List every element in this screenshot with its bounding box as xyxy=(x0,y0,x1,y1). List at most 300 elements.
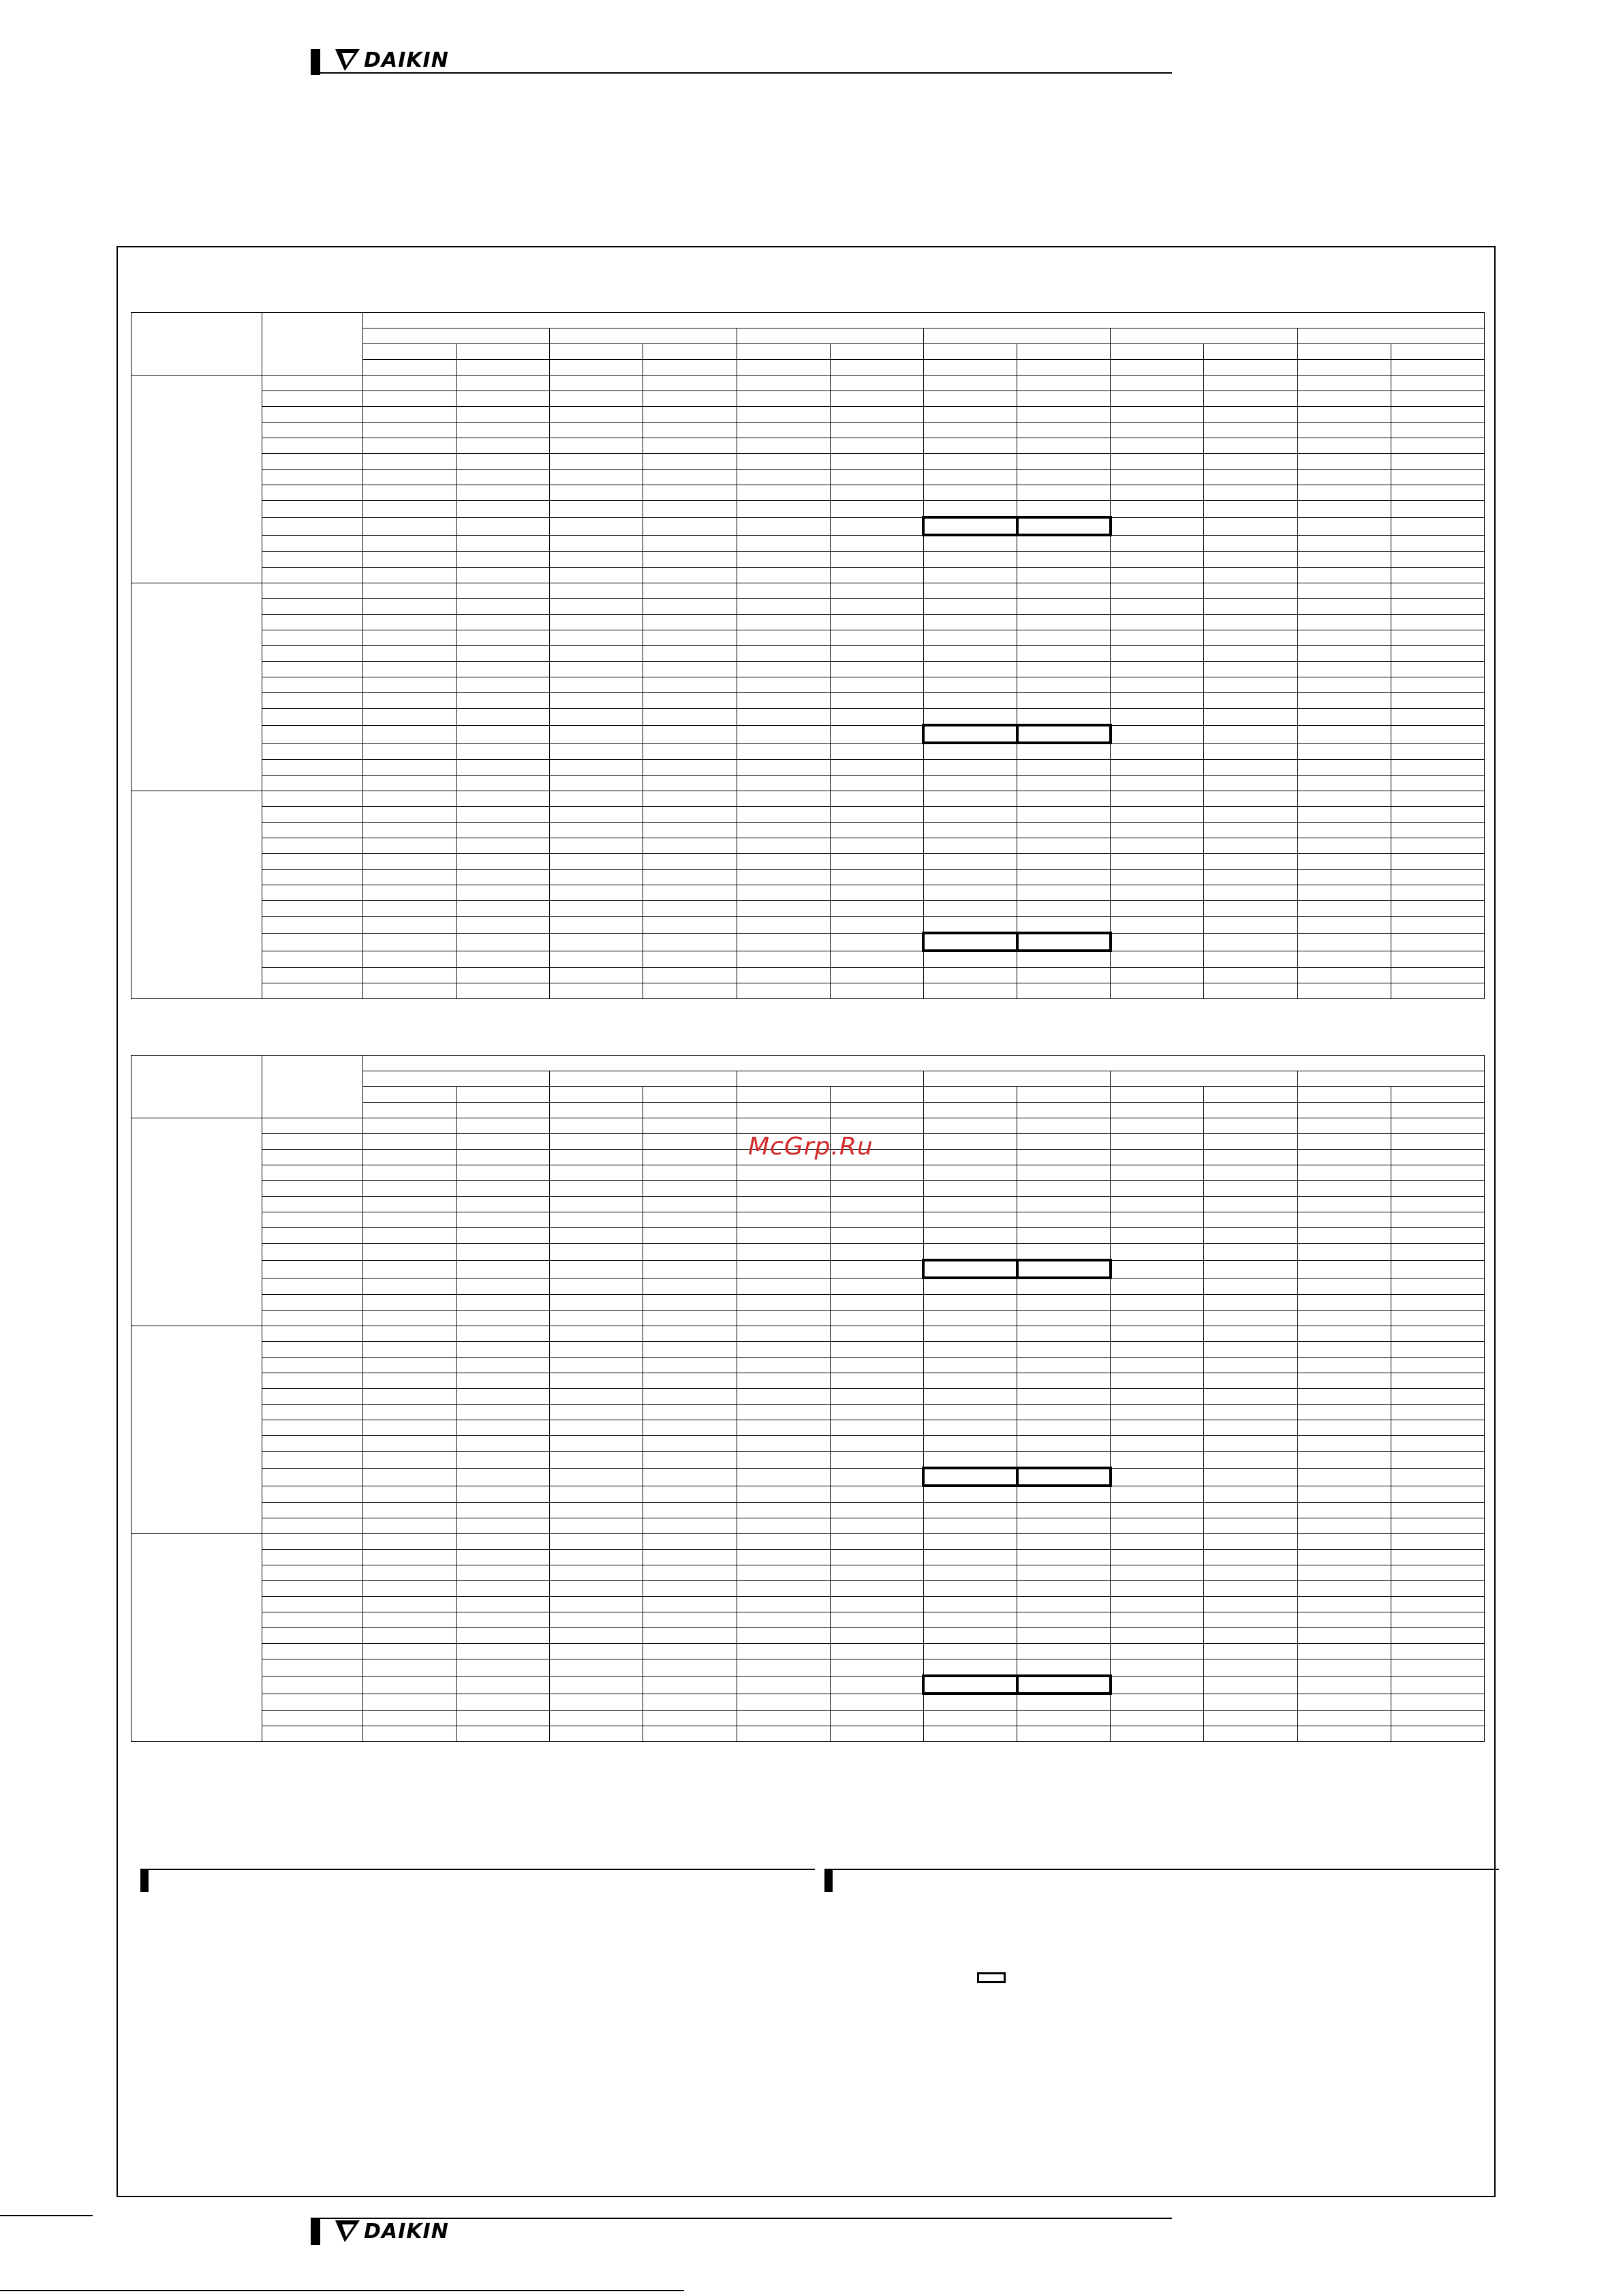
data-cell xyxy=(737,933,830,951)
data-cell xyxy=(923,1420,1017,1436)
data-cell xyxy=(1204,535,1297,552)
data-cell xyxy=(363,1326,457,1342)
data-cell xyxy=(550,552,643,568)
data-cell xyxy=(1111,885,1204,901)
data-cell xyxy=(923,1644,1017,1659)
table-row xyxy=(132,1597,1485,1612)
header-col-cell xyxy=(643,1087,737,1103)
data-cell xyxy=(363,1405,457,1420)
table-row xyxy=(132,1694,1485,1711)
data-cell xyxy=(923,1452,1017,1469)
data-cell xyxy=(1017,901,1111,917)
data-cell xyxy=(457,1565,550,1581)
header-col-cell xyxy=(1297,1087,1391,1103)
data-cell xyxy=(1297,1311,1391,1326)
table-row xyxy=(132,1228,1485,1244)
data-cell xyxy=(550,807,643,823)
data-cell xyxy=(1017,983,1111,999)
data-cell xyxy=(643,1260,737,1278)
data-cell xyxy=(830,776,923,791)
row-label-cell xyxy=(262,1711,363,1726)
data-cell xyxy=(1297,677,1391,693)
data-cell xyxy=(1204,1581,1297,1597)
table-row xyxy=(132,776,1485,791)
data-cell xyxy=(737,376,830,391)
data-cell xyxy=(1297,423,1391,438)
data-cell xyxy=(1111,1118,1204,1134)
data-cell xyxy=(1204,1326,1297,1342)
data-cell xyxy=(1297,630,1391,646)
data-cell xyxy=(737,776,830,791)
data-cell xyxy=(363,599,457,615)
data-cell xyxy=(457,870,550,885)
data-cell xyxy=(1391,760,1484,776)
row-label-cell xyxy=(262,968,363,983)
data-cell xyxy=(830,1711,923,1726)
data-cell xyxy=(737,1278,830,1295)
data-cell xyxy=(550,599,643,615)
table-row xyxy=(132,1181,1485,1197)
data-cell xyxy=(363,1358,457,1373)
data-cell xyxy=(643,1405,737,1420)
data-cell xyxy=(1297,1278,1391,1295)
data-cell xyxy=(363,885,457,901)
row-label-cell xyxy=(262,535,363,552)
data-cell xyxy=(1017,1165,1111,1181)
data-cell xyxy=(923,1518,1017,1534)
data-cell xyxy=(457,1420,550,1436)
data-cell xyxy=(1391,933,1484,951)
data-cell xyxy=(1017,725,1111,743)
data-cell xyxy=(363,1197,457,1212)
table-row xyxy=(132,1436,1485,1452)
data-cell xyxy=(830,1342,923,1358)
data-cell xyxy=(1391,1726,1484,1742)
data-cell xyxy=(1017,1628,1111,1644)
data-cell xyxy=(363,376,457,391)
header-col-cell xyxy=(923,1103,1017,1118)
header-col-cell xyxy=(1204,344,1297,360)
data-cell xyxy=(457,1278,550,1295)
table-row xyxy=(132,1165,1485,1181)
data-cell xyxy=(830,1726,923,1742)
data-cell xyxy=(1391,1486,1484,1503)
left-section-bar xyxy=(140,1870,149,1892)
data-cell xyxy=(923,1260,1017,1278)
table-row xyxy=(132,438,1485,454)
data-cell xyxy=(923,1118,1017,1134)
data-cell xyxy=(1017,423,1111,438)
data-cell xyxy=(830,1358,923,1373)
data-cell xyxy=(830,693,923,709)
watermark: McGrp.Ru xyxy=(748,1133,874,1161)
data-cell xyxy=(1204,1150,1297,1165)
data-cell xyxy=(1017,1711,1111,1726)
table-row xyxy=(132,1118,1485,1134)
data-cell xyxy=(363,743,457,760)
data-cell xyxy=(457,838,550,854)
data-cell xyxy=(363,1468,457,1486)
row-label-cell xyxy=(262,1452,363,1469)
data-cell xyxy=(923,1436,1017,1452)
data-cell xyxy=(643,630,737,646)
data-cell xyxy=(1017,1597,1111,1612)
data-cell xyxy=(1204,646,1297,662)
row-label-cell xyxy=(262,1295,363,1311)
data-cell xyxy=(1391,1436,1484,1452)
data-cell xyxy=(643,1711,737,1726)
data-cell xyxy=(830,743,923,760)
table-row xyxy=(132,1503,1485,1518)
data-cell xyxy=(1297,1452,1391,1469)
data-cell xyxy=(550,901,643,917)
data-cell xyxy=(363,1228,457,1244)
row-label-cell xyxy=(262,517,363,535)
data-cell xyxy=(1204,693,1297,709)
table-row xyxy=(132,1342,1485,1358)
group-label-cell xyxy=(132,583,262,791)
data-cell xyxy=(1204,885,1297,901)
data-cell xyxy=(1297,1711,1391,1726)
data-cell xyxy=(643,376,737,391)
header-group-cell xyxy=(550,328,737,344)
data-cell xyxy=(830,917,923,934)
data-cell xyxy=(1204,470,1297,485)
data-cell xyxy=(1297,1518,1391,1534)
data-cell xyxy=(923,454,1017,470)
row-label-cell xyxy=(262,1326,363,1342)
data-cell xyxy=(457,1295,550,1311)
data-cell xyxy=(1391,1534,1484,1550)
data-cell xyxy=(363,535,457,552)
row-label-cell xyxy=(262,823,363,838)
data-cell xyxy=(1391,568,1484,583)
data-cell xyxy=(737,1468,830,1486)
data-cell xyxy=(643,1244,737,1261)
data-cell xyxy=(550,1181,643,1197)
data-cell xyxy=(830,1644,923,1659)
data-cell xyxy=(1297,1150,1391,1165)
data-cell xyxy=(923,1612,1017,1628)
row-label-cell xyxy=(262,885,363,901)
data-cell xyxy=(830,1244,923,1261)
data-cell xyxy=(1017,1486,1111,1503)
data-cell xyxy=(363,583,457,599)
data-cell xyxy=(1297,1228,1391,1244)
data-cell xyxy=(1017,1389,1111,1405)
data-cell xyxy=(550,1118,643,1134)
data-cell xyxy=(1391,917,1484,934)
header-col-cell xyxy=(1297,344,1391,360)
header-col-cell xyxy=(363,360,457,376)
data-cell xyxy=(1111,1405,1204,1420)
data-cell xyxy=(737,1436,830,1452)
data-cell xyxy=(363,1550,457,1565)
data-cell xyxy=(1111,933,1204,951)
data-cell xyxy=(457,1181,550,1197)
data-cell xyxy=(457,407,550,423)
data-cell xyxy=(1017,470,1111,485)
data-cell xyxy=(830,1326,923,1342)
header-col-cell xyxy=(1391,1103,1484,1118)
data-cell xyxy=(830,1694,923,1711)
data-cell xyxy=(737,1295,830,1311)
table-row xyxy=(132,1486,1485,1503)
table-row xyxy=(132,1612,1485,1628)
data-cell xyxy=(457,662,550,677)
group-label-cell xyxy=(132,1326,262,1534)
data-cell xyxy=(550,709,643,726)
data-cell xyxy=(1017,951,1111,968)
data-cell xyxy=(1297,501,1391,518)
table-row xyxy=(132,1628,1485,1644)
data-cell xyxy=(457,1326,550,1342)
data-cell xyxy=(1204,1118,1297,1134)
data-cell xyxy=(737,470,830,485)
data-cell xyxy=(1391,1311,1484,1326)
data-cell xyxy=(1297,485,1391,501)
data-cell xyxy=(737,1405,830,1420)
data-cell xyxy=(457,485,550,501)
data-cell xyxy=(1204,677,1297,693)
data-cell xyxy=(1204,1420,1297,1436)
table-row xyxy=(132,1452,1485,1469)
row-label-cell xyxy=(262,662,363,677)
data-cell xyxy=(550,1260,643,1278)
data-cell xyxy=(1111,1597,1204,1612)
data-cell xyxy=(1391,1389,1484,1405)
data-cell xyxy=(923,951,1017,968)
data-cell xyxy=(1204,709,1297,726)
data-cell xyxy=(830,1405,923,1420)
data-cell xyxy=(1204,1676,1297,1694)
data-cell xyxy=(457,1659,550,1677)
row-label-cell xyxy=(262,1342,363,1358)
data-cell xyxy=(643,1581,737,1597)
data-cell xyxy=(1204,1726,1297,1742)
data-cell xyxy=(923,1311,1017,1326)
data-cell xyxy=(830,662,923,677)
data-cell xyxy=(1297,1118,1391,1134)
data-cell xyxy=(1017,485,1111,501)
data-cell xyxy=(923,1181,1017,1197)
data-cell xyxy=(1391,1612,1484,1628)
header-daikin-logo xyxy=(334,46,449,74)
row-label-cell xyxy=(262,470,363,485)
data-cell xyxy=(830,807,923,823)
header-col-cell xyxy=(830,1103,923,1118)
table-row xyxy=(132,407,1485,423)
data-cell xyxy=(643,1150,737,1165)
table-row xyxy=(132,1676,1485,1694)
data-cell xyxy=(363,760,457,776)
data-cell xyxy=(830,1659,923,1677)
row-label-cell xyxy=(262,1228,363,1244)
header-brand-text: DAIKIN xyxy=(364,48,449,72)
data-cell xyxy=(457,1197,550,1212)
data-cell xyxy=(643,1644,737,1659)
data-cell xyxy=(643,1326,737,1342)
data-cell xyxy=(923,677,1017,693)
row-label-cell xyxy=(262,1534,363,1550)
data-cell xyxy=(1204,407,1297,423)
data-cell xyxy=(737,1694,830,1711)
data-cell xyxy=(1204,517,1297,535)
data-cell xyxy=(643,1212,737,1228)
data-cell xyxy=(363,485,457,501)
data-cell xyxy=(1297,854,1391,870)
data-cell xyxy=(923,1486,1017,1503)
table-row xyxy=(132,1295,1485,1311)
data-cell xyxy=(737,854,830,870)
data-cell xyxy=(550,568,643,583)
data-cell xyxy=(1017,1278,1111,1295)
data-cell xyxy=(643,1612,737,1628)
row-label-cell xyxy=(262,1150,363,1165)
data-cell xyxy=(1391,1405,1484,1420)
data-cell xyxy=(457,552,550,568)
data-cell xyxy=(363,646,457,662)
data-cell xyxy=(923,885,1017,901)
data-cell xyxy=(923,1694,1017,1711)
data-cell xyxy=(737,725,830,743)
data-cell xyxy=(643,791,737,807)
data-cell xyxy=(643,1518,737,1534)
data-cell xyxy=(1204,1295,1297,1311)
data-cell xyxy=(643,983,737,999)
row-label-cell xyxy=(262,1181,363,1197)
data-cell xyxy=(1204,933,1297,951)
data-cell xyxy=(923,501,1017,518)
table-row xyxy=(132,376,1485,391)
data-cell xyxy=(1391,1278,1484,1295)
data-cell xyxy=(737,1389,830,1405)
data-cell xyxy=(1111,901,1204,917)
row-label-cell xyxy=(262,1389,363,1405)
right-section-rule xyxy=(824,1869,1499,1870)
data-cell xyxy=(1204,1565,1297,1581)
table-row xyxy=(132,1260,1485,1278)
data-cell xyxy=(1111,630,1204,646)
data-cell xyxy=(550,885,643,901)
footer-rule xyxy=(311,2218,1172,2219)
data-cell xyxy=(830,933,923,951)
data-cell xyxy=(643,1676,737,1694)
data-cell xyxy=(737,535,830,552)
data-cell xyxy=(1017,1581,1111,1597)
data-cell xyxy=(923,870,1017,885)
row-label-cell xyxy=(262,630,363,646)
data-cell xyxy=(1204,583,1297,599)
header-span-cell xyxy=(363,313,1485,328)
data-cell xyxy=(830,1452,923,1469)
data-cell xyxy=(1204,1486,1297,1503)
data-cell xyxy=(643,901,737,917)
data-cell xyxy=(1297,1405,1391,1420)
header-corner-cell xyxy=(132,313,262,376)
data-cell xyxy=(550,1597,643,1612)
data-cell xyxy=(550,917,643,934)
data-cell xyxy=(550,1436,643,1452)
data-cell xyxy=(1017,376,1111,391)
data-cell xyxy=(1204,917,1297,934)
data-cell xyxy=(1111,535,1204,552)
header-col-cell xyxy=(737,1103,830,1118)
data-cell xyxy=(643,776,737,791)
data-cell xyxy=(1111,438,1204,454)
data-cell xyxy=(923,1197,1017,1212)
data-cell xyxy=(1391,791,1484,807)
header-col-cell xyxy=(1391,1087,1484,1103)
data-cell xyxy=(1391,1694,1484,1711)
data-cell xyxy=(1297,1565,1391,1581)
data-cell xyxy=(830,951,923,968)
data-cell xyxy=(363,823,457,838)
data-cell xyxy=(1391,1597,1484,1612)
header-group-cell xyxy=(1297,328,1484,344)
data-cell xyxy=(363,1181,457,1197)
data-cell xyxy=(457,1503,550,1518)
data-cell xyxy=(830,517,923,535)
data-cell xyxy=(550,823,643,838)
data-cell xyxy=(1391,552,1484,568)
header-col-cell xyxy=(1017,1103,1111,1118)
data-cell xyxy=(923,917,1017,934)
data-cell xyxy=(457,725,550,743)
group-label-cell xyxy=(132,376,262,583)
data-cell xyxy=(1017,1565,1111,1581)
data-cell xyxy=(1017,760,1111,776)
data-cell xyxy=(1111,1436,1204,1452)
data-cell xyxy=(830,1311,923,1326)
data-cell xyxy=(830,646,923,662)
data-cell xyxy=(737,1550,830,1565)
data-cell xyxy=(1391,1326,1484,1342)
data-cell xyxy=(1111,917,1204,934)
header-col-cell xyxy=(643,360,737,376)
row-label-cell xyxy=(262,1405,363,1420)
row-label-cell xyxy=(262,1468,363,1486)
data-cell xyxy=(737,677,830,693)
row-label-cell xyxy=(262,1518,363,1534)
data-cell xyxy=(1111,615,1204,630)
data-table-1 xyxy=(131,312,1485,999)
data-cell xyxy=(643,599,737,615)
header-col-cell xyxy=(1017,360,1111,376)
data-cell xyxy=(643,693,737,709)
data-cell xyxy=(457,1644,550,1659)
data-cell xyxy=(1204,599,1297,615)
data-cell xyxy=(457,1711,550,1726)
data-cell xyxy=(550,535,643,552)
data-cell xyxy=(457,1118,550,1134)
data-cell xyxy=(1204,552,1297,568)
data-cell xyxy=(1111,743,1204,760)
row-label-cell xyxy=(262,1486,363,1503)
data-cell xyxy=(830,760,923,776)
data-cell xyxy=(550,743,643,760)
data-cell xyxy=(737,1581,830,1597)
data-cell xyxy=(1111,423,1204,438)
left-section-rule xyxy=(140,1869,815,1870)
data-cell xyxy=(1391,677,1484,693)
data-cell xyxy=(643,1118,737,1134)
data-cell xyxy=(1017,1405,1111,1420)
data-cell xyxy=(830,823,923,838)
data-cell xyxy=(643,760,737,776)
header-col-cell xyxy=(1204,1103,1297,1118)
data-cell xyxy=(1111,1659,1204,1677)
